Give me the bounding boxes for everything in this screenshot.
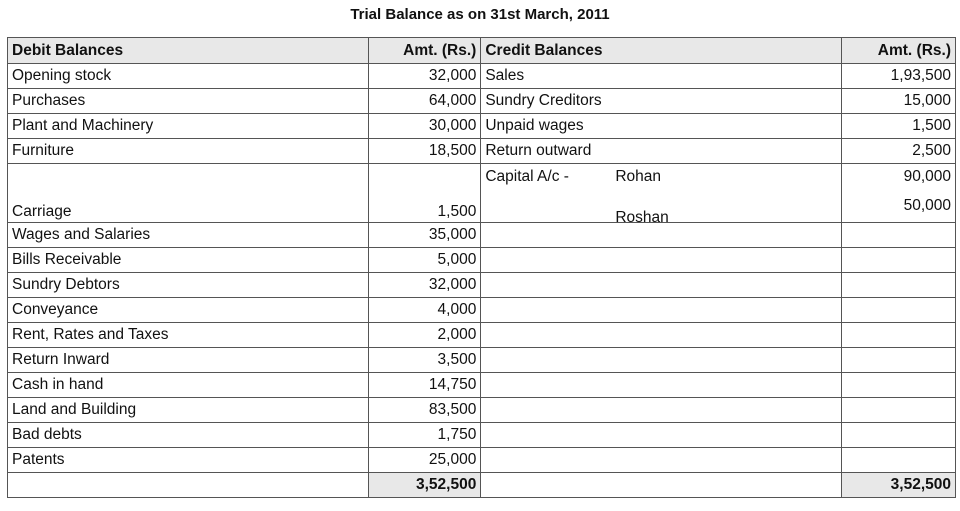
header-row: [8, 38, 956, 64]
debit-item: Furniture: [8, 139, 369, 164]
debit-amount: 3,500: [368, 348, 481, 373]
credit-item: [481, 298, 842, 323]
table-row: [8, 348, 956, 373]
debit-item: Land and Building: [8, 398, 369, 423]
table-row: [8, 114, 956, 139]
table-row: [8, 448, 956, 473]
table-row: [8, 139, 956, 164]
debit-amount: 14,750: [368, 373, 481, 398]
credit-item: [481, 273, 842, 298]
debit-item: Carriage: [8, 164, 369, 223]
table-row: [8, 373, 956, 398]
capital-label: Capital A/c -: [485, 168, 569, 185]
credit-amount: [842, 223, 956, 248]
debit-item: Conveyance: [8, 298, 369, 323]
debit-amount: 32,000: [368, 273, 481, 298]
credit-item: [481, 248, 842, 273]
debit-item: Plant and Machinery: [8, 114, 369, 139]
credit-amount: [842, 298, 956, 323]
debit-amount: 1,500: [368, 164, 481, 223]
header-debit: Debit Balances: [8, 38, 369, 64]
credit-amount: [842, 398, 956, 423]
table-row: [8, 273, 956, 298]
trial-balance-table: [7, 37, 956, 498]
credit-item: Sales: [481, 64, 842, 89]
debit-amount: 35,000: [368, 223, 481, 248]
credit-capital: [481, 164, 842, 226]
credit-item: [481, 348, 842, 373]
partner-2: Roshan: [615, 209, 669, 226]
debit-amount: 83,500: [368, 398, 481, 423]
credit-amount: [842, 448, 956, 473]
debit-amount: 18,500: [368, 139, 481, 164]
debit-item: Bills Receivable: [8, 248, 369, 273]
credit-amount: 1,500: [842, 114, 956, 139]
credit-item: [481, 373, 842, 398]
header-credit: Credit Balances: [481, 38, 842, 64]
credit-amount: 15,000: [842, 89, 956, 114]
debit-amount: 30,000: [368, 114, 481, 139]
document-title: Trial Balance as on 31st March, 2011: [350, 6, 610, 23]
debit-amount: 25,000: [368, 448, 481, 473]
credit-total: 3,52,500: [842, 473, 956, 498]
debit-amount: 32,000: [368, 64, 481, 89]
credit-item: Unpaid wages: [481, 114, 842, 139]
table-row: [8, 398, 956, 423]
credit-amount: [842, 248, 956, 273]
capital-row: [8, 164, 956, 223]
credit-item: [481, 448, 842, 473]
debit-item: Wages and Salaries: [8, 223, 369, 248]
credit-item: Return outward: [481, 139, 842, 164]
credit-capital-amounts: [842, 164, 956, 223]
credit-amount: [842, 273, 956, 298]
debit-item: Purchases: [8, 89, 369, 114]
credit-amount: 1,93,500: [842, 64, 956, 89]
debit-amount: 4,000: [368, 298, 481, 323]
table-row: [8, 248, 956, 273]
credit-amount: [842, 373, 956, 398]
table-row: [8, 423, 956, 448]
credit-amount: 2,500: [842, 139, 956, 164]
table-row: [8, 89, 956, 114]
credit-amount: [842, 323, 956, 348]
credit-item: [481, 223, 842, 248]
partner-1: Rohan: [615, 168, 662, 185]
credit-item: [481, 323, 842, 348]
table-row: [8, 223, 956, 248]
debit-amount: 64,000: [368, 89, 481, 114]
credit-amount: [842, 423, 956, 448]
credit-item: Sundry Creditors: [481, 89, 842, 114]
capital-amount-1: 90,000: [903, 168, 951, 185]
credit-item: [481, 423, 842, 448]
credit-item: [481, 398, 842, 423]
table-row: [8, 323, 956, 348]
debit-amount: 2,000: [368, 323, 481, 348]
credit-amount: [842, 348, 956, 373]
debit-item: Bad debts: [8, 423, 369, 448]
debit-item: Patents: [8, 448, 369, 473]
header-credit-amount: Amt. (Rs.): [842, 38, 956, 64]
header-debit-amount: Amt. (Rs.): [368, 38, 481, 64]
debit-amount: 5,000: [368, 248, 481, 273]
debit-item: Opening stock: [8, 64, 369, 89]
debit-item: Sundry Debtors: [8, 273, 369, 298]
totals-row: [8, 473, 956, 498]
capital-amount-2: 50,000: [903, 197, 951, 214]
debit-amount: 1,750: [368, 423, 481, 448]
table-row: [8, 64, 956, 89]
debit-item: Rent, Rates and Taxes: [8, 323, 369, 348]
debit-item: Return Inward: [8, 348, 369, 373]
debit-total: 3,52,500: [368, 473, 481, 498]
debit-item: Cash in hand: [8, 373, 369, 398]
table-row: [8, 298, 956, 323]
